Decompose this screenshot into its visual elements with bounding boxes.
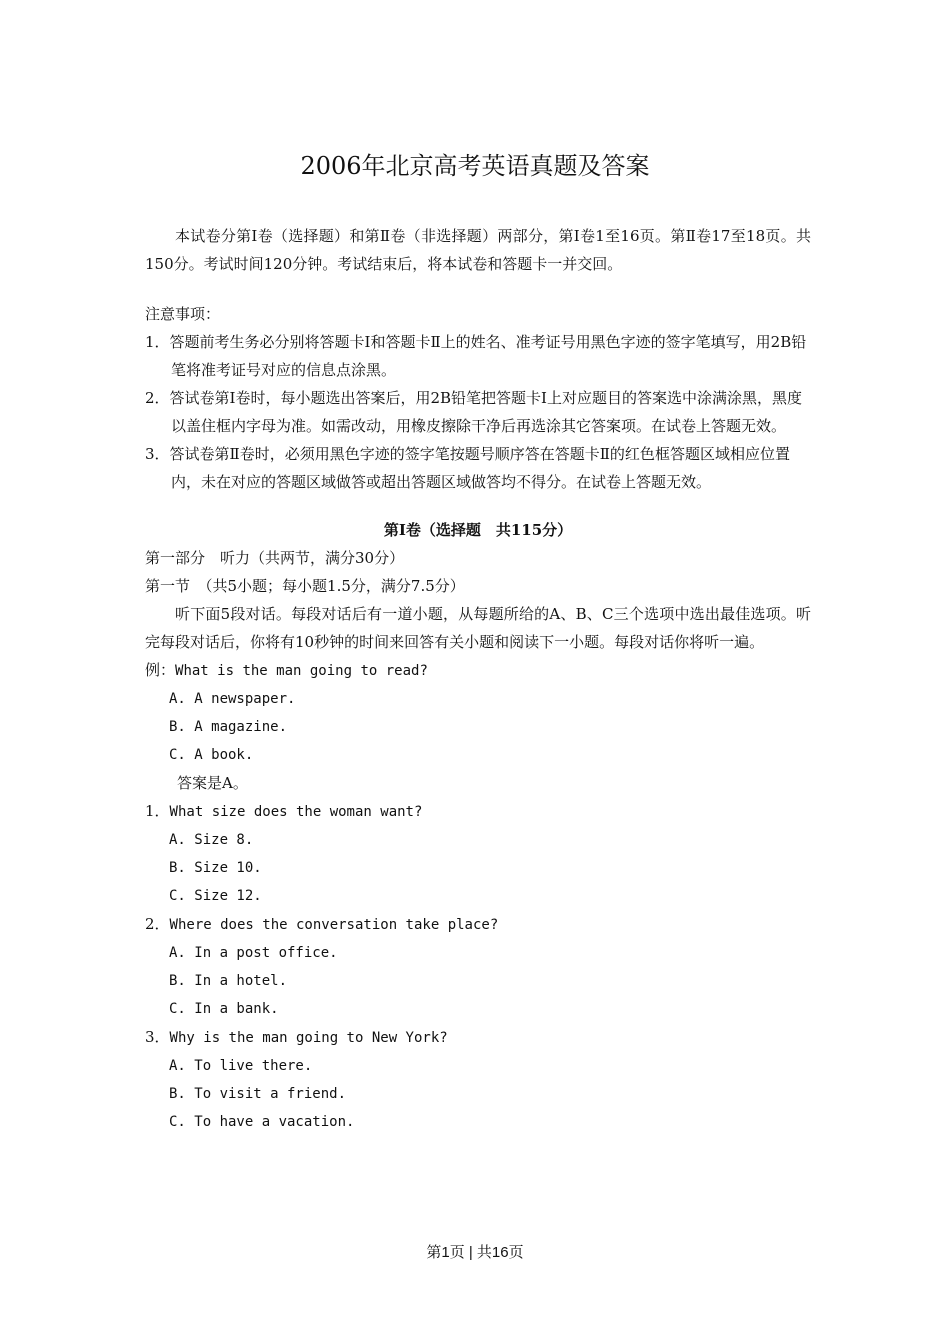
intro-paragraph: 本试卷分第Ⅰ卷（选择题）和第Ⅱ卷（非选择题）两部分，第Ⅰ卷1至16页。第Ⅱ卷17至18页。共150分。考试时间120分钟。考试结束后，将本试卷和答题卡一并交回。 [145,227,811,273]
question-option: C. Size 12. [169,888,262,904]
question-option: B. To visit a friend. [169,1086,347,1102]
question-text: Why is the man going to New York? [169,1030,448,1046]
question-2 [145,910,811,939]
question-number: 1． [145,802,170,820]
example-question-text: What is the man going to read? [175,663,428,679]
page-footer: 第1页 | 共16页 [426,1244,524,1261]
question-option: B. In a hotel. [169,973,288,989]
subsection-heading: 第一节 （共5小题；每小题1.5分，满分7.5分） [145,577,465,595]
note-item: 3．答试卷第Ⅱ卷时，必须用黑色字迹的签字笔按题号顺序答在答题卡Ⅱ的红色框答题区域相应位置内，未在对应的答题区域做答或超出答题区域做答均不得分。在试卷上答题无效。 [145,445,790,491]
page-title: 2006年北京高考英语真题及答案 [300,152,650,181]
question-option: A. To live there. [169,1058,313,1074]
example-answer: 答案是A。 [177,774,248,792]
example-option: C. A book. [169,747,254,763]
listening-instructions: 听下面5段对话。每段对话后有一道小题，从每题所给的A、B、C三个选项中选出最佳选项。听完每段对话后，你将有10秒钟的时间来回答有关小题和阅读下一小题。每段对话你将听一遍。 [145,605,811,651]
question-option: C. To have a vacation. [169,1114,355,1130]
part-heading: 第一部分 听力（共两节，满分30分） [145,549,405,567]
notes-heading: 注意事项： [145,305,221,323]
note-item: 1．答题前考生务必分别将答题卡Ⅰ和答题卡Ⅱ上的姓名、准考证号用黑色字迹的签字笔填写，用2B铅笔将准考证号对应的信息点涂黑。 [145,333,807,379]
example-question [145,656,811,685]
note-item: 2．答试卷第Ⅰ卷时，每小题选出答案后，用2B铅笔把答题卡Ⅰ上对应题目的答案选中涂满涂黑，黑度以盖住框内字母为准。如需改动，用橡皮擦除干净后再选涂其它答案项。在试卷上答题无效。 [145,389,802,435]
question-3 [145,1023,811,1052]
question-text: What size does the woman want? [169,804,423,820]
question-1 [145,797,811,826]
example-prefix: 例： [145,661,176,679]
example-option: B. A magazine. [169,719,288,735]
question-number: 2． [145,915,170,933]
question-option: C. In a bank. [169,1001,279,1017]
question-number: 3． [145,1028,170,1046]
question-text: Where does the conversation take place? [169,917,499,933]
question-option: B. Size 10. [169,860,262,876]
question-option: A. In a post office. [169,945,338,961]
document-body [145,222,811,1136]
question-option: A. Size 8. [169,832,254,848]
section-heading: 第Ⅰ卷（选择题 共115分） [383,521,573,539]
example-option: A. A newspaper. [169,691,296,707]
